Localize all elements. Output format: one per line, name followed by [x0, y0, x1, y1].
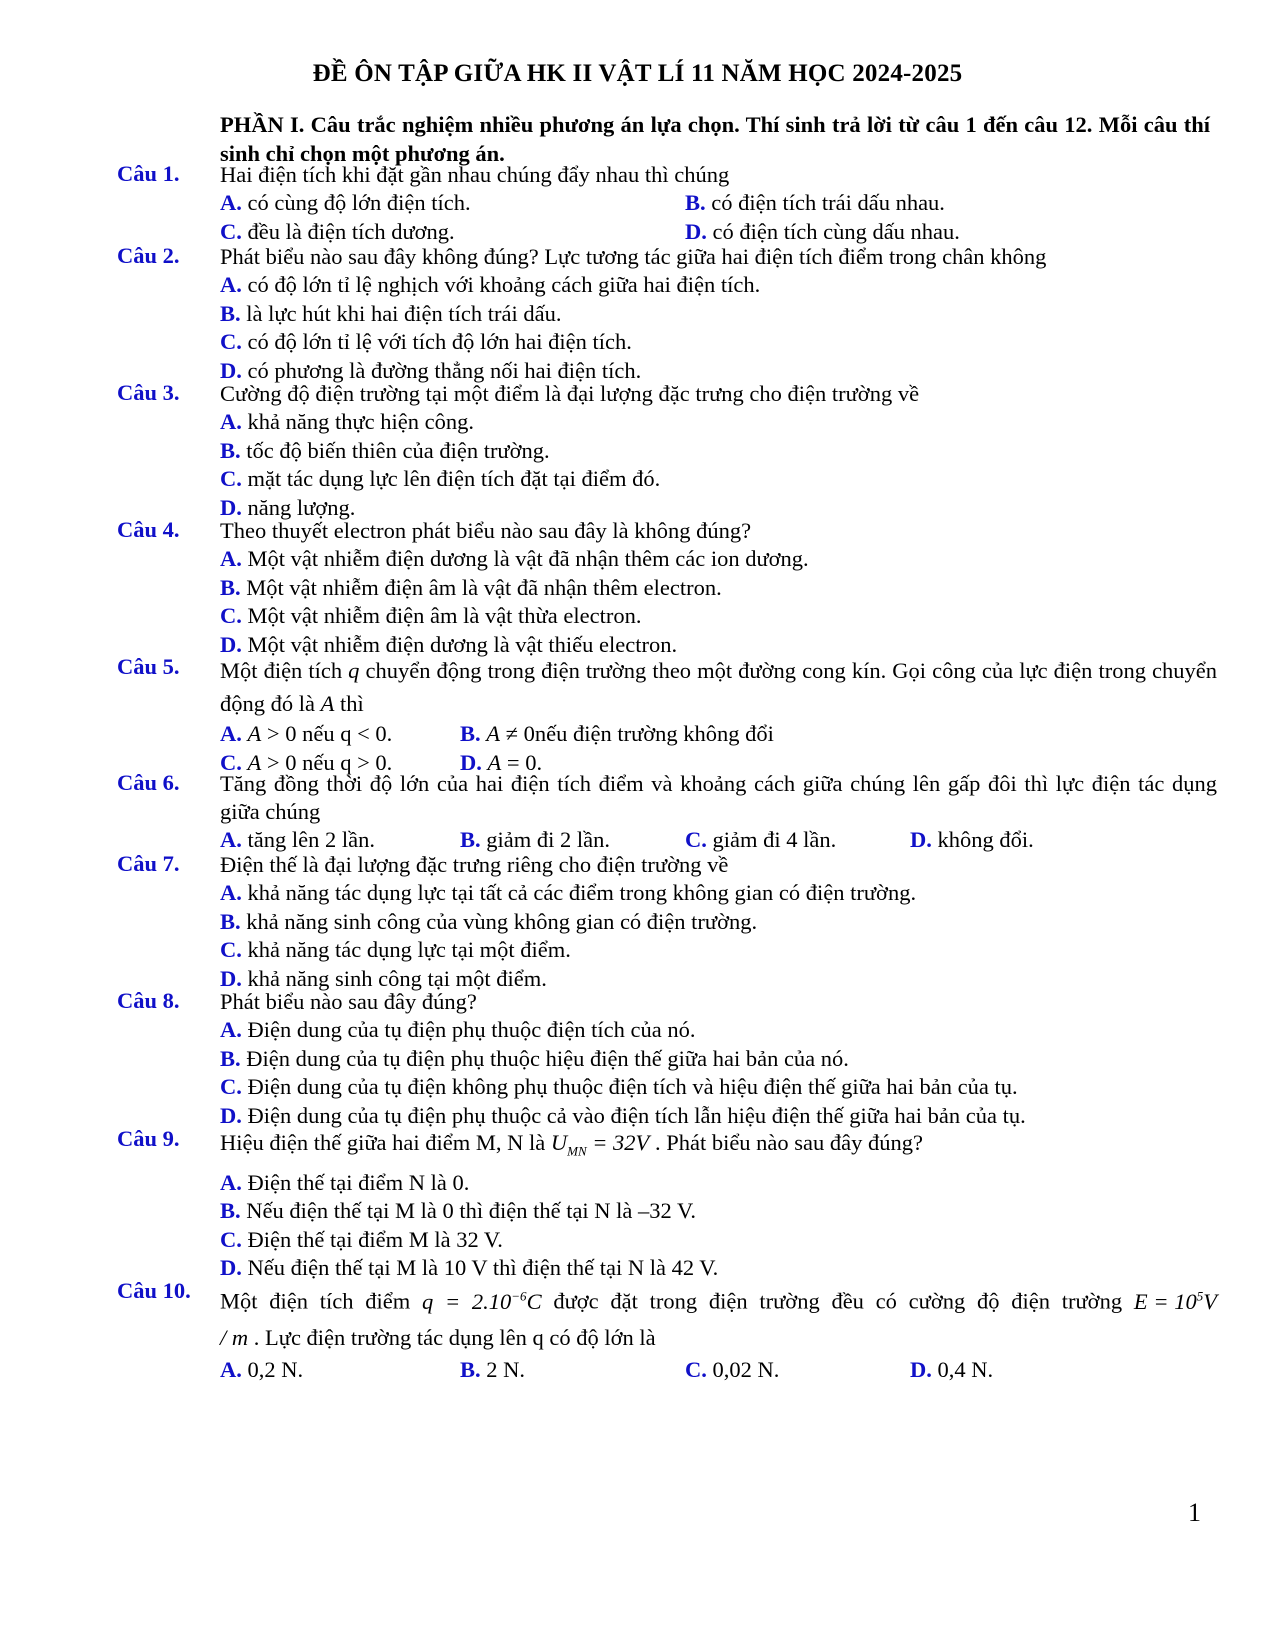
option-a[interactable]: A. có cùng độ lớn điện tích. — [220, 190, 471, 215]
question-text: Điện thế là đại lượng đặc trưng riêng cho điện trường về — [220, 852, 729, 877]
options — [220, 271, 1217, 385]
option-d[interactable]: D. A = 0. — [460, 750, 543, 775]
option-a[interactable]: A. 0,2 N. — [220, 1356, 304, 1382]
option-d[interactable]: D. 0,4 N. — [910, 1356, 994, 1382]
option-d[interactable]: D. không đổi. — [910, 827, 1034, 852]
question-text: Theo thuyết electron phát biểu nào sau đây là không đúng? — [220, 518, 752, 543]
option-d[interactable]: D. có điện tích cùng dấu nhau. — [685, 218, 960, 244]
question-2 — [117, 243, 1217, 385]
option-d[interactable]: D. có phương là đường thẳng nối hai điện tích. — [220, 357, 642, 383]
options — [220, 1169, 1217, 1283]
math-U: U — [550, 1130, 568, 1155]
options — [220, 189, 1217, 246]
math-U-value: = 32V — [586, 1130, 650, 1155]
section-header: PHẦN I. Câu trắc nghiệm nhiều phương án lựa chọn. Thí sinh trả lời từ câu 1 đến câu 12. Mỗi câu thí sinh chỉ chọn một phương án. — [220, 112, 1210, 166]
question-text: Tăng đồng thời độ lớn của hai điện tích điểm và khoảng cách giữa chúng lên gấp đôi thì lực điện tác dụng giữa chúng — [220, 771, 1217, 824]
question-number: Câu 4. — [117, 517, 180, 542]
options — [220, 1016, 1217, 1130]
option-d[interactable]: D. khả năng sinh công tại một điểm. — [220, 965, 547, 991]
option-b[interactable]: B. 2 N. — [460, 1356, 526, 1382]
option-a[interactable]: A. có độ lớn tỉ lệ nghịch với khoảng cách giữa hai điện tích. — [220, 272, 761, 297]
question-text: Một điện tích điểm $q = 2.10^{-6}C$ được đặt trong điện trường đều có cường độ điện trường $E = 10^5V / m$ . Lực điện trường tác dụng lên q có độ lớn là — [220, 1288, 1218, 1350]
option-c[interactable]: C. khả năng tác dụng lực tại một điểm. — [220, 937, 571, 962]
question-number: Câu 7. — [117, 851, 180, 876]
options — [220, 1356, 1217, 1385]
options — [220, 408, 1217, 522]
option-b[interactable]: B. là lực hút khi hai điện tích trái dấu. — [220, 300, 562, 326]
exam-title: ĐỀ ÔN TẬP GIỮA HK II VẬT LÍ 11 NĂM HỌC 2024-2025 — [312, 60, 963, 87]
question-3 — [117, 380, 1217, 522]
option-b[interactable]: B. có điện tích trái dấu nhau. — [685, 190, 945, 215]
question-6 — [117, 770, 1217, 855]
question-number: Câu 9. — [117, 1126, 180, 1151]
question-text: Phát biểu nào sau đây không đúng? Lực tương tác giữa hai điện tích điểm trong chân không — [220, 244, 1047, 269]
option-b[interactable]: B. tốc độ biến thiên của điện trường. — [220, 437, 550, 463]
option-c[interactable]: C. giảm đi 4 lần. — [685, 827, 837, 852]
question-5 — [117, 654, 1217, 778]
question-number: Câu 1. — [117, 161, 180, 186]
option-d[interactable]: D. Một vật nhiễm điện dương là vật thiếu electron. — [220, 631, 678, 657]
math-q-value: $q = 2.10^{-6}C$ — [421, 1288, 542, 1314]
option-b[interactable]: B. Một vật nhiễm điện âm là vật đã nhận thêm electron. — [220, 574, 722, 600]
question-text: Hiệu điện thế giữa hai điểm M, N là $U_{MN} = 32V$ . Phát biểu nào sau đây đúng? — [220, 1130, 924, 1159]
option-a[interactable]: A. Điện dung của tụ điện phụ thuộc điện tích của nó. — [220, 1017, 696, 1042]
option-b[interactable]: B. giảm đi 2 lần. — [460, 827, 610, 852]
option-c[interactable]: C. mặt tác dụng lực lên điện tích đặt tại điểm đó. — [220, 466, 661, 491]
question-text: Một điện tích q chuyển động trong điện trường theo một đường cong kín. Gọi công của lực điện trong chuyển động đó là A thì — [220, 658, 1218, 716]
options — [220, 879, 1217, 993]
option-c[interactable]: C. đều là điện tích dương. — [220, 218, 455, 244]
question-text: Phát biểu nào sau đây đúng? — [220, 989, 477, 1014]
math-q: q — [348, 658, 360, 683]
page-number: 1 — [1188, 1498, 1201, 1527]
option-a[interactable]: A. Một vật nhiễm điện dương là vật đã nhận thêm các ion dương. — [220, 546, 809, 571]
question-number: Câu 6. — [117, 770, 180, 795]
option-c[interactable]: C. có độ lớn tỉ lệ với tích độ lớn hai điện tích. — [220, 329, 632, 354]
option-a[interactable]: A. A > 0 nếu q < 0. — [220, 721, 393, 746]
option-a[interactable]: A. khả năng thực hiện công. — [220, 409, 475, 434]
question-10 — [117, 1278, 1217, 1384]
option-b[interactable]: B. A ≠ 0nếu điện trường không đổi — [460, 721, 774, 746]
math-A: A — [320, 691, 335, 716]
question-number: Câu 2. — [117, 243, 180, 268]
option-d[interactable]: D. Điện dung của tụ điện phụ thuộc cả vào điện tích lẫn hiệu điện thế giữa hai bản của tụ. — [220, 1102, 1026, 1128]
option-a[interactable]: A. khả năng tác dụng lực tại tất cả các điểm trong không gian có điện trường. — [220, 880, 917, 905]
option-b[interactable]: B. Điện dung của tụ điện phụ thuộc hiệu điện thế giữa hai bản của nó. — [220, 1045, 849, 1071]
math-E-value: $E = 10^5V / m$ — [220, 1288, 1218, 1350]
option-a[interactable]: A. Điện thế tại điểm N là 0. — [220, 1169, 470, 1195]
question-number: Câu 5. — [117, 654, 180, 679]
option-d[interactable]: D. năng lượng. — [220, 494, 356, 520]
question-8 — [117, 988, 1217, 1130]
question-text: Cường độ điện trường tại một điểm là đại lượng đặc trưng cho điện trường về — [220, 381, 920, 406]
question-text: Hai điện tích khi đặt gần nhau chúng đẩy nhau thì chúng — [220, 162, 730, 187]
question-number: Câu 8. — [117, 988, 180, 1013]
option-b[interactable]: B. khả năng sinh công của vùng không gian có điện trường. — [220, 908, 758, 934]
options — [220, 545, 1217, 659]
question-1 — [117, 161, 1217, 246]
option-c[interactable]: C. Điện thế tại điểm M là 32 V. — [220, 1226, 503, 1252]
question-9 — [117, 1126, 1217, 1283]
math-U-subscript: MN — [567, 1143, 587, 1159]
option-a[interactable]: A. tăng lên 2 lần. — [220, 827, 375, 852]
question-number: Câu 10. — [117, 1278, 191, 1303]
option-c[interactable]: C. 0,02 N. — [685, 1356, 780, 1382]
option-c[interactable]: C. A > 0 nếu q > 0. — [220, 750, 393, 775]
option-d[interactable]: D. Nếu điện thế tại M là 10 V thì điện thế tại N là 42 V. — [220, 1255, 719, 1280]
question-7 — [117, 851, 1217, 993]
option-c[interactable]: C. Điện dung của tụ điện không phụ thuộc điện tích và hiệu điện thế giữa hai bản của tụ. — [220, 1074, 1018, 1099]
question-number: Câu 3. — [117, 380, 180, 405]
option-c[interactable]: C. Một vật nhiễm điện âm là vật thừa electron. — [220, 603, 642, 628]
question-4 — [117, 517, 1217, 659]
option-b[interactable]: B. Nếu điện thế tại M là 0 thì điện thế tại N là –32 V. — [220, 1198, 696, 1223]
